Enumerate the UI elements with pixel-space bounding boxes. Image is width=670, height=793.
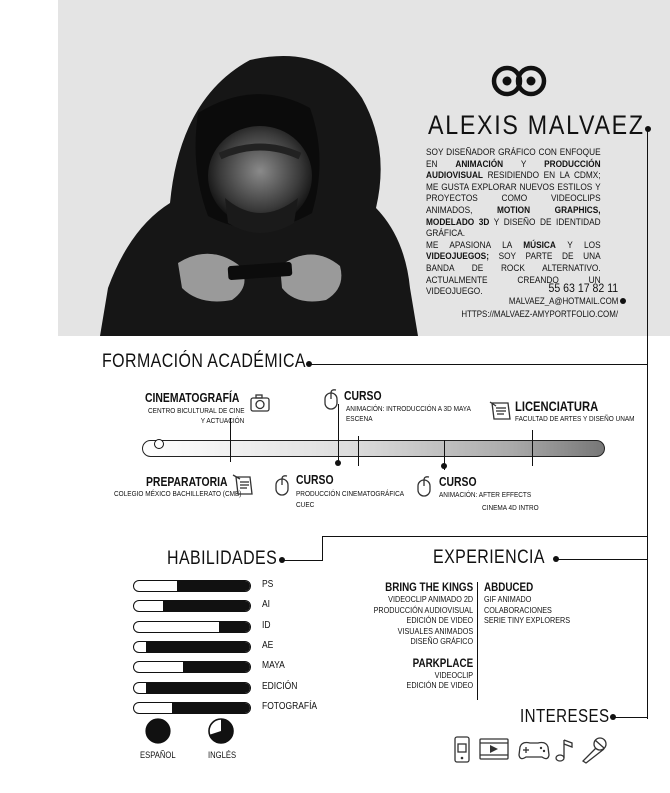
bio-text: ME APASIONA LA (426, 239, 512, 250)
brand-logo (491, 64, 547, 98)
education-timeline (142, 440, 605, 457)
timeline-dot (441, 463, 447, 469)
edu-title: PREPARATORIA (146, 474, 228, 489)
connector-dot (306, 361, 312, 367)
bio-text: Y LOS (567, 239, 601, 250)
timeline-dot (335, 460, 341, 466)
edu-sub: CENTRO BICULTURAL DE CINE (147, 406, 244, 415)
edu-sub: ANIMACIÓN: INTRODUCCIÓN A 3D MAYA (346, 404, 471, 413)
connector-line (283, 560, 323, 561)
language-pie-spanish (145, 718, 171, 744)
language-pie-english (208, 718, 234, 744)
skill-bar (133, 682, 251, 694)
bio-text: SOY DISEÑADOR GRÁFICO CON ENFOQUE EN (426, 147, 601, 169)
experience-right-column (484, 580, 585, 626)
connector-line (557, 559, 647, 560)
skill-bar (133, 621, 251, 633)
contact-website[interactable]: HTTPS://MALVAEZ-AMYPORTFOLIO.COM/ (461, 309, 618, 319)
timeline-tick (532, 430, 533, 466)
diploma-icon (489, 400, 513, 422)
connector-dot (553, 556, 559, 562)
contact-phone[interactable]: 55 63 17 82 11 (548, 281, 618, 295)
connector-line (322, 536, 647, 537)
skill-bar (133, 702, 251, 714)
skill-bar-fill (163, 601, 250, 611)
connector-line (322, 536, 323, 561)
edu-title: CINEMATOGRAFÍA (145, 390, 240, 405)
camera-icon (249, 393, 271, 413)
profile-photo (100, 38, 418, 336)
skill-bar (133, 600, 251, 612)
education-heading: FORMACIÓN ACADÉMICA (102, 351, 306, 372)
bio-text: RESIDIENDO EN LA CDMX; ME GUSTA EXPLORAR NUEVOS ESTILOS Y PROYECTOS COMO VIDEOCLIPS ANIMADOS, (426, 170, 601, 215)
timeline-dot (154, 439, 164, 449)
skill-label: PS (262, 579, 274, 590)
skill-bar-fill (177, 581, 250, 591)
skill-bar-fill (183, 662, 250, 672)
edu-title: CURSO (344, 388, 382, 403)
edu-sub: ANIMACIÓN: AFTER EFFECTS (439, 490, 532, 499)
edu-sub: COLEGIO MÉXICO BACHILLERATO (CMB) (114, 489, 242, 498)
skill-bar (133, 661, 251, 673)
skill-bar-fill (219, 622, 250, 632)
profile-name: ALEXIS MALVAEZ (428, 110, 645, 140)
skill-label: FOTOGRAFÍA (262, 700, 318, 712)
contact-email[interactable]: MALVAEZ_A@HOTMAIL.COM (508, 296, 618, 306)
bio-text: SOY PARTE DE UNA BANDA DE ROCK ALTERNATIVO. ACTUALMENTE CREANDO UN VIDEOJUEGO. (426, 251, 601, 297)
edu-sub: CUEC (296, 500, 315, 509)
job-line: EDICIÓN DE VIDEO (406, 615, 473, 625)
edu-title: CURSO (296, 472, 334, 487)
skill-bar-fill (146, 683, 250, 693)
skill-label: AI (262, 599, 271, 611)
phone-game-icon (455, 737, 469, 762)
bio-text: Y DISEÑO DE IDENTIDAD GRÁFICA. (426, 216, 601, 239)
edu-title: CURSO (439, 474, 477, 489)
connector-dot (279, 557, 285, 563)
edu-sub: ESCENA (346, 414, 373, 423)
experience-divider (477, 582, 478, 700)
job-title: ABDUCED (484, 580, 534, 594)
skill-bar (133, 580, 251, 592)
edu-sub: PRODUCCIÓN CINEMATOGRÁFICA (296, 489, 405, 498)
edu-sub: CINEMA 4D INTRO (482, 503, 539, 512)
skill-label: ID (262, 619, 271, 631)
skill-label: MAYA (262, 660, 285, 672)
experience-heading: EXPERIENCIA (433, 547, 545, 568)
language-label: INGLÉS (208, 750, 237, 760)
mouse-icon (322, 389, 342, 411)
gamepad-icon (519, 743, 549, 759)
skills-heading: HABILIDADES (167, 548, 278, 569)
language-label: ESPAÑOL (140, 750, 176, 760)
bio-text: Y (520, 158, 527, 169)
bio-highlight: PRODUCCIÓN AUDIOVISUAL (426, 158, 601, 181)
interests-heading: INTERESES (520, 706, 610, 726)
job-line: COLABORACIONES (484, 604, 552, 615)
interests-icons (452, 735, 612, 765)
connector-line (310, 364, 647, 365)
connector-dot (610, 714, 616, 720)
bio-highlight: MOTION GRAPHICS, MODELADO 3D (426, 204, 601, 227)
bio-highlight: ANIMACIÓN (455, 158, 504, 169)
skill-bar-fill (146, 642, 250, 652)
skill-label: AE (262, 639, 274, 651)
skill-bar-fill (172, 703, 250, 713)
connector-line (647, 129, 648, 719)
job-line: PRODUCCIÓN AUDIOVISUAL (373, 604, 473, 615)
job-title: BRING THE KINGS (384, 580, 473, 594)
mouse-icon (415, 476, 435, 498)
job-line: VISUALES ANIMADOS (397, 625, 473, 636)
video-player-icon (480, 739, 508, 759)
bio-highlight: MÚSICA (523, 239, 556, 250)
experience-left-column (356, 580, 473, 691)
job-line: VIDEOCLIP ANIMADO 2D (388, 594, 473, 604)
job-line: GIF ANIMADO (484, 594, 532, 604)
job-line: DISEÑO GRÁFICO (410, 636, 473, 646)
edu-sub: FACULTAD DE ARTES Y DISEÑO UNAM (515, 414, 635, 423)
notebook-icon (232, 474, 256, 496)
skill-bar (133, 641, 251, 653)
job-line: SERIE TINY EXPLORERS (484, 615, 571, 625)
music-note-icon (556, 740, 572, 761)
profile-bio (426, 147, 601, 298)
edu-sub: Y ACTUACIÓN (200, 416, 244, 425)
job-line: VIDEOCLIP (434, 669, 473, 680)
microphone-icon (583, 738, 606, 763)
mouse-icon (273, 475, 293, 497)
connector-dot (620, 298, 626, 304)
edu-title: LICENCIATURA (515, 398, 599, 414)
job-line: EDICIÓN DE VIDEO (406, 680, 473, 690)
timeline-tick (358, 436, 359, 466)
connector-line (614, 717, 648, 718)
timeline-tick (338, 404, 339, 464)
bio-highlight: VIDEOJUEGOS; (426, 251, 489, 262)
skill-label: EDICIÓN (262, 680, 298, 692)
job-title: PARKPLACE (412, 655, 473, 670)
